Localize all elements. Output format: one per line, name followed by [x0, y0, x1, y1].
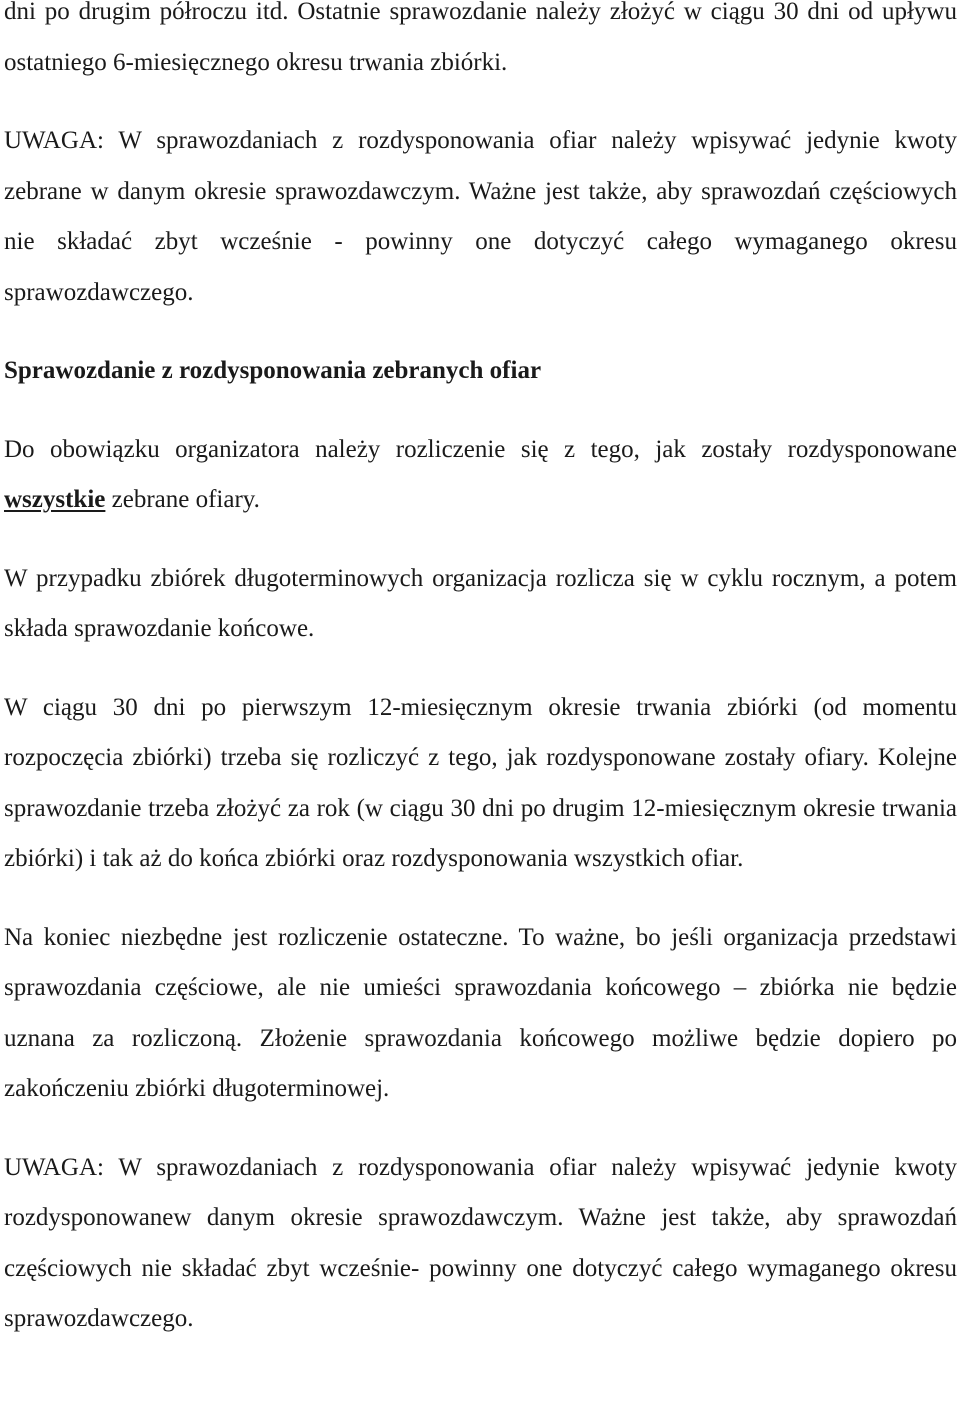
paragraph-warning-1: UWAGA: W sprawozdaniach z rozdysponowania ofiar należy wpisywać jedynie kwoty zebrane w danym okresie sprawozdawczym. Ważne jest także, aby sprawozdań częściowych nie składać zbyt wcześnie - powinny one dotyczyć całego wymaganego okresu sprawozdawczego.: [4, 127, 957, 306]
paragraph-gap: [4, 88, 957, 116]
obligation-text-before: Do obowiązku organizatora należy rozliczenie się z tego, jak zostały rozdysponowane: [4, 435, 957, 463]
paragraph-gap: [4, 655, 957, 683]
document-page: [4, 0, 957, 1345]
paragraph-gap: [4, 318, 957, 346]
paragraph-obligation: [4, 425, 957, 526]
paragraph-continuation: dni po drugim półroczu itd. Ostatnie sprawozdanie należy złożyć w ciągu 30 dni od upływu ostatniego 6-miesięcznego okresu trwania zbiórki.: [4, 0, 957, 76]
emphasis-all: wszystkie: [4, 486, 106, 513]
section-heading: Sprawozdanie z rozdysponowania zebranych ofiar: [4, 357, 542, 384]
paragraph-30-days: W ciągu 30 dni po pierwszym 12-miesięcznym okresie trwania zbiórki (od momentu rozpoczęcia zbiórki) trzeba się rozliczyć z tego, jak rozdysponowane zostały ofiary. Kolejne sprawozdanie trzeba złożyć za rok (w ciągu 30 dni po drugim 12-miesięcznym okresie trwania zbiórki) i tak aż do końca zbiórki oraz rozdysponowania wszystkich ofiar.: [4, 693, 957, 872]
paragraph-final-settlement: Na koniec niezbędne jest rozliczenie ostateczne. To ważne, bo jeśli organizacja przedstawi sprawozdania częściowe, ale nie umieści sprawozdania końcowego – zbiórka nie będzie uznana za rozliczoną. Złożenie sprawozdania końcowego możliwe będzie dopiero po zakończeniu zbiórki długoterminowej.: [4, 923, 957, 1102]
paragraph-gap: [4, 1115, 957, 1143]
paragraph-gap: [4, 526, 957, 554]
paragraph-warning-2: UWAGA: W sprawozdaniach z rozdysponowania ofiar należy wpisywać jedynie kwoty rozdysponowanew danym okresie sprawozdawczym. Ważne jest także, aby sprawozdań częściowych nie składać zbyt wcześnie- powinny one dotyczyć całego wymaganego okresu sprawozdawczego.: [4, 1153, 957, 1332]
paragraph-gap: [4, 885, 957, 913]
obligation-text-after: zebrane ofiary.: [105, 486, 260, 513]
paragraph-long-term: W przypadku zbiórek długoterminowych organizacja rozlicza się w cyklu rocznym, a potem składa sprawozdanie końcowe.: [4, 564, 957, 642]
paragraph-gap: [4, 397, 957, 425]
